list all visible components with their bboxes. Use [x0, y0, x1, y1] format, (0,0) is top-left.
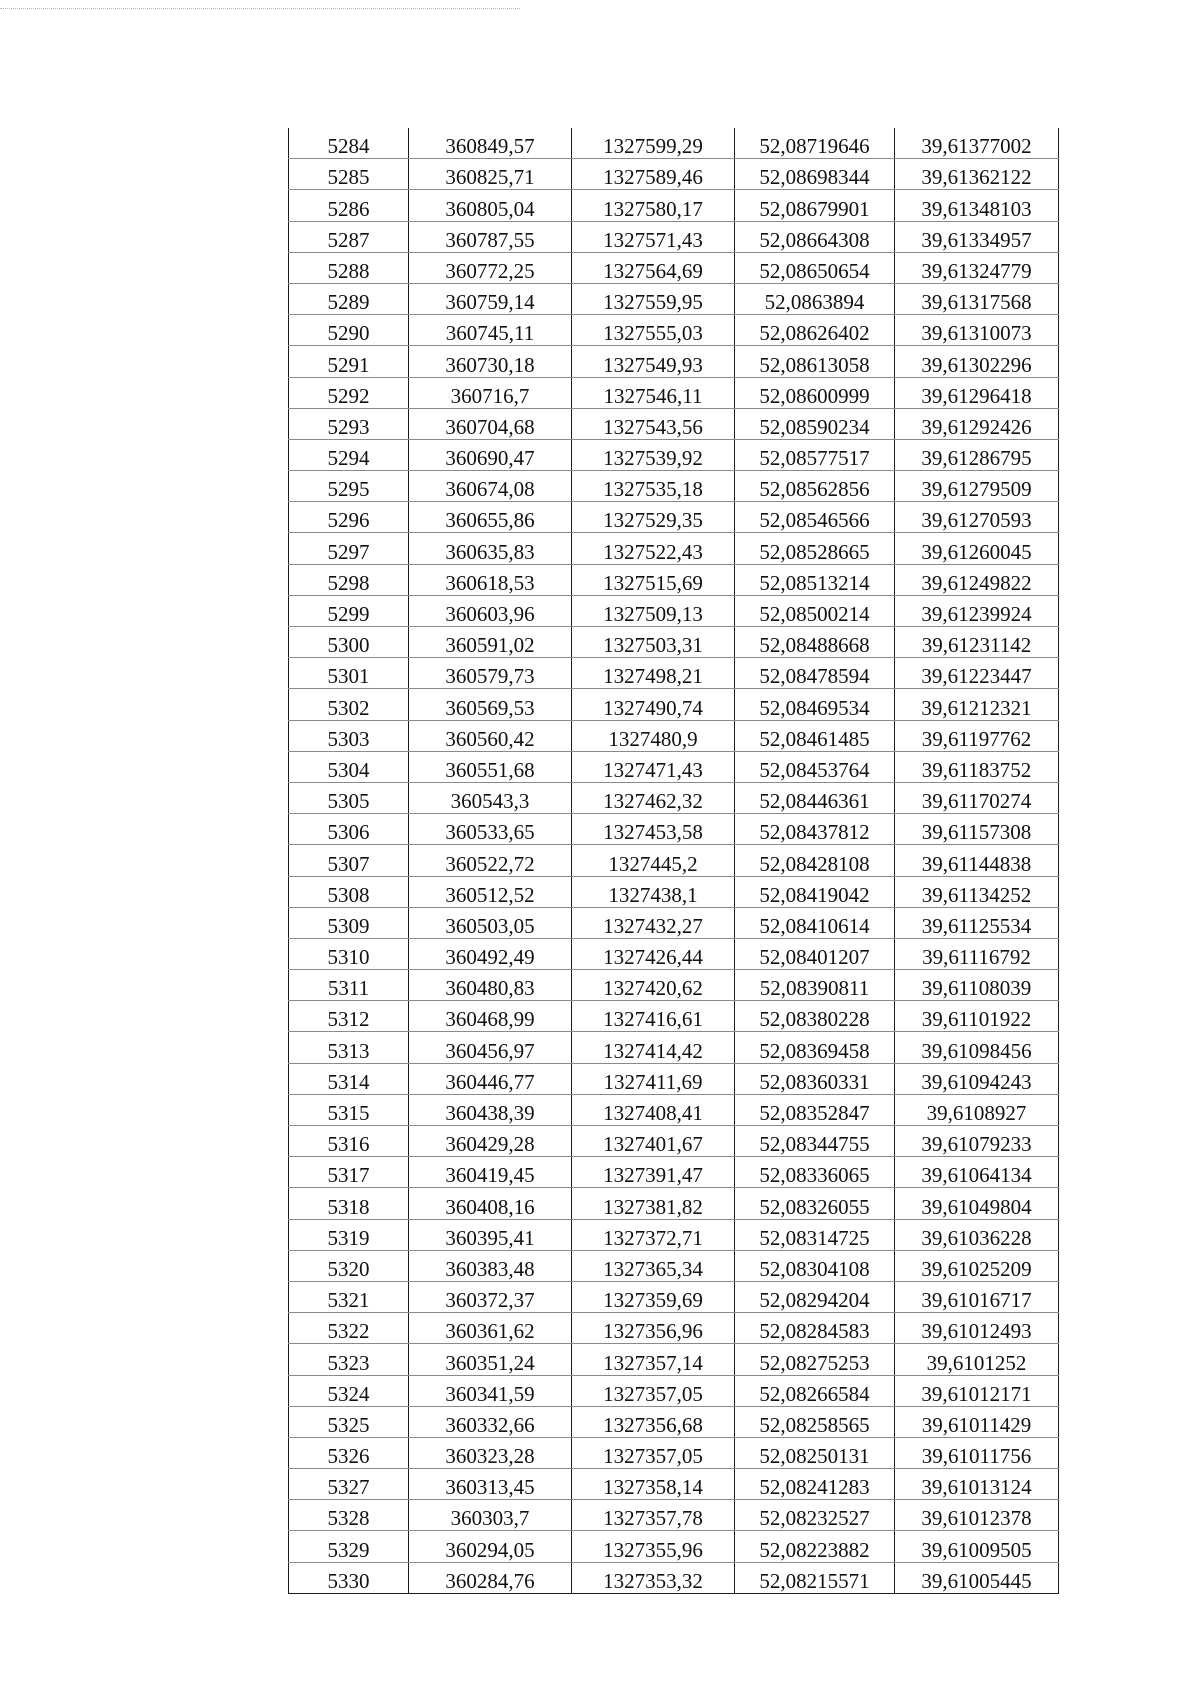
point-number-cell: 5292 [289, 377, 409, 408]
y-coordinate-cell: 1327359,69 [572, 1281, 735, 1312]
table-row [289, 1063, 1059, 1094]
x-coordinate-cell: 360849,57 [409, 128, 572, 159]
x-coordinate-cell: 360332,66 [409, 1406, 572, 1437]
y-coordinate-cell: 1327408,41 [572, 1094, 735, 1125]
longitude-cell: 39,61239924 [895, 595, 1059, 626]
table-row [289, 1313, 1059, 1344]
point-number-cell: 5329 [289, 1531, 409, 1562]
table-row [289, 128, 1059, 159]
table-row [289, 689, 1059, 720]
latitude-cell: 52,08719646 [735, 128, 895, 159]
point-number-cell: 5298 [289, 564, 409, 595]
longitude-cell: 39,61116792 [895, 938, 1059, 969]
longitude-cell: 39,61036228 [895, 1219, 1059, 1250]
latitude-cell: 52,08241283 [735, 1469, 895, 1500]
table-row [289, 627, 1059, 658]
latitude-cell: 52,08600999 [735, 377, 895, 408]
y-coordinate-cell: 1327535,18 [572, 471, 735, 502]
x-coordinate-cell: 360446,77 [409, 1063, 572, 1094]
y-coordinate-cell: 1327580,17 [572, 190, 735, 221]
latitude-cell: 52,08223882 [735, 1531, 895, 1562]
longitude-cell: 39,61049804 [895, 1188, 1059, 1219]
y-coordinate-cell: 1327381,82 [572, 1188, 735, 1219]
scan-artifact-line [0, 8, 520, 9]
x-coordinate-cell: 360690,47 [409, 439, 572, 470]
longitude-cell: 39,61025209 [895, 1250, 1059, 1281]
table-row [289, 1500, 1059, 1531]
y-coordinate-cell: 1327490,74 [572, 689, 735, 720]
point-number-cell: 5308 [289, 876, 409, 907]
latitude-cell: 52,08215571 [735, 1562, 895, 1593]
point-number-cell: 5328 [289, 1500, 409, 1531]
latitude-cell: 52,08453764 [735, 751, 895, 782]
y-coordinate-cell: 1327564,69 [572, 252, 735, 283]
table-row [289, 782, 1059, 813]
y-coordinate-cell: 1327391,47 [572, 1157, 735, 1188]
table-row [289, 1531, 1059, 1562]
x-coordinate-cell: 360512,52 [409, 876, 572, 907]
longitude-cell: 39,61377002 [895, 128, 1059, 159]
point-number-cell: 5284 [289, 128, 409, 159]
x-coordinate-cell: 360313,45 [409, 1469, 572, 1500]
latitude-cell: 52,08352847 [735, 1094, 895, 1125]
latitude-cell: 52,08294204 [735, 1281, 895, 1312]
table-row [289, 1406, 1059, 1437]
x-coordinate-cell: 360429,28 [409, 1126, 572, 1157]
x-coordinate-cell: 360456,97 [409, 1032, 572, 1063]
point-number-cell: 5327 [289, 1469, 409, 1500]
y-coordinate-cell: 1327543,56 [572, 408, 735, 439]
table-row [289, 814, 1059, 845]
point-number-cell: 5326 [289, 1437, 409, 1468]
x-coordinate-cell: 360303,7 [409, 1500, 572, 1531]
longitude-cell: 39,61064134 [895, 1157, 1059, 1188]
latitude-cell: 52,08410614 [735, 907, 895, 938]
latitude-cell: 52,08344755 [735, 1126, 895, 1157]
longitude-cell: 39,6101252 [895, 1344, 1059, 1375]
x-coordinate-cell: 360480,83 [409, 970, 572, 1001]
table-row [289, 377, 1059, 408]
table-row [289, 907, 1059, 938]
point-number-cell: 5306 [289, 814, 409, 845]
x-coordinate-cell: 360787,55 [409, 221, 572, 252]
table-row [289, 1219, 1059, 1250]
x-coordinate-cell: 360351,24 [409, 1344, 572, 1375]
y-coordinate-cell: 1327589,46 [572, 159, 735, 190]
point-number-cell: 5313 [289, 1032, 409, 1063]
x-coordinate-cell: 360492,49 [409, 938, 572, 969]
y-coordinate-cell: 1327453,58 [572, 814, 735, 845]
y-coordinate-cell: 1327432,27 [572, 907, 735, 938]
x-coordinate-cell: 360579,73 [409, 658, 572, 689]
point-number-cell: 5315 [289, 1094, 409, 1125]
latitude-cell: 52,08401207 [735, 938, 895, 969]
longitude-cell: 39,61249822 [895, 564, 1059, 595]
point-number-cell: 5302 [289, 689, 409, 720]
y-coordinate-cell: 1327546,11 [572, 377, 735, 408]
longitude-cell: 39,61212321 [895, 689, 1059, 720]
latitude-cell: 52,08380228 [735, 1001, 895, 1032]
longitude-cell: 39,61170274 [895, 782, 1059, 813]
y-coordinate-cell: 1327515,69 [572, 564, 735, 595]
y-coordinate-cell: 1327471,43 [572, 751, 735, 782]
y-coordinate-cell: 1327356,68 [572, 1406, 735, 1437]
y-coordinate-cell: 1327559,95 [572, 283, 735, 314]
point-number-cell: 5294 [289, 439, 409, 470]
longitude-cell: 39,61223447 [895, 658, 1059, 689]
latitude-cell: 52,08478594 [735, 658, 895, 689]
x-coordinate-cell: 360372,37 [409, 1281, 572, 1312]
table-row [289, 190, 1059, 221]
point-number-cell: 5287 [289, 221, 409, 252]
table-row [289, 439, 1059, 470]
y-coordinate-cell: 1327503,31 [572, 627, 735, 658]
point-number-cell: 5325 [289, 1406, 409, 1437]
x-coordinate-cell: 360395,41 [409, 1219, 572, 1250]
table-row [289, 159, 1059, 190]
point-number-cell: 5324 [289, 1375, 409, 1406]
table-row [289, 1469, 1059, 1500]
latitude-cell: 52,08500214 [735, 595, 895, 626]
y-coordinate-cell: 1327358,14 [572, 1469, 735, 1500]
latitude-cell: 52,08546566 [735, 502, 895, 533]
x-coordinate-cell: 360569,53 [409, 689, 572, 720]
coordinates-table-body [289, 128, 1059, 1593]
latitude-cell: 52,08419042 [735, 876, 895, 907]
x-coordinate-cell: 360618,53 [409, 564, 572, 595]
table-row [289, 1562, 1059, 1593]
point-number-cell: 5320 [289, 1250, 409, 1281]
latitude-cell: 52,08577517 [735, 439, 895, 470]
x-coordinate-cell: 360361,62 [409, 1313, 572, 1344]
point-number-cell: 5310 [289, 938, 409, 969]
point-number-cell: 5318 [289, 1188, 409, 1219]
point-number-cell: 5307 [289, 845, 409, 876]
point-number-cell: 5330 [289, 1562, 409, 1593]
table-row [289, 970, 1059, 1001]
x-coordinate-cell: 360704,68 [409, 408, 572, 439]
latitude-cell: 52,08664308 [735, 221, 895, 252]
point-number-cell: 5301 [289, 658, 409, 689]
point-number-cell: 5300 [289, 627, 409, 658]
table-row [289, 1126, 1059, 1157]
latitude-cell: 52,08461485 [735, 720, 895, 751]
table-row [289, 252, 1059, 283]
table-row [289, 533, 1059, 564]
y-coordinate-cell: 1327357,05 [572, 1375, 735, 1406]
table-row [289, 283, 1059, 314]
longitude-cell: 39,61013124 [895, 1469, 1059, 1500]
latitude-cell: 52,08390811 [735, 970, 895, 1001]
x-coordinate-cell: 360468,99 [409, 1001, 572, 1032]
x-coordinate-cell: 360730,18 [409, 346, 572, 377]
x-coordinate-cell: 360383,48 [409, 1250, 572, 1281]
point-number-cell: 5288 [289, 252, 409, 283]
point-number-cell: 5295 [289, 471, 409, 502]
y-coordinate-cell: 1327462,32 [572, 782, 735, 813]
table-row [289, 751, 1059, 782]
longitude-cell: 39,61310073 [895, 315, 1059, 346]
latitude-cell: 52,08284583 [735, 1313, 895, 1344]
point-number-cell: 5321 [289, 1281, 409, 1312]
y-coordinate-cell: 1327529,35 [572, 502, 735, 533]
latitude-cell: 52,08369458 [735, 1032, 895, 1063]
table-row [289, 1250, 1059, 1281]
latitude-cell: 52,0863894 [735, 283, 895, 314]
point-number-cell: 5290 [289, 315, 409, 346]
longitude-cell: 39,61260045 [895, 533, 1059, 564]
table-row [289, 315, 1059, 346]
longitude-cell: 39,61302296 [895, 346, 1059, 377]
y-coordinate-cell: 1327357,78 [572, 1500, 735, 1531]
latitude-cell: 52,08469534 [735, 689, 895, 720]
table-row [289, 471, 1059, 502]
point-number-cell: 5285 [289, 159, 409, 190]
y-coordinate-cell: 1327571,43 [572, 221, 735, 252]
point-number-cell: 5309 [289, 907, 409, 938]
latitude-cell: 52,08650654 [735, 252, 895, 283]
table-row [289, 720, 1059, 751]
table-row [289, 1157, 1059, 1188]
y-coordinate-cell: 1327522,43 [572, 533, 735, 564]
longitude-cell: 39,61009505 [895, 1531, 1059, 1562]
longitude-cell: 39,61011756 [895, 1437, 1059, 1468]
x-coordinate-cell: 360408,16 [409, 1188, 572, 1219]
point-number-cell: 5304 [289, 751, 409, 782]
longitude-cell: 39,61270593 [895, 502, 1059, 533]
latitude-cell: 52,08314725 [735, 1219, 895, 1250]
point-number-cell: 5299 [289, 595, 409, 626]
latitude-cell: 52,08326055 [735, 1188, 895, 1219]
coordinates-table [288, 128, 1059, 1594]
table-row [289, 1032, 1059, 1063]
table-row [289, 564, 1059, 595]
x-coordinate-cell: 360341,59 [409, 1375, 572, 1406]
latitude-cell: 52,08232527 [735, 1500, 895, 1531]
table-row [289, 1001, 1059, 1032]
x-coordinate-cell: 360294,05 [409, 1531, 572, 1562]
latitude-cell: 52,08446361 [735, 782, 895, 813]
longitude-cell: 39,61317568 [895, 283, 1059, 314]
latitude-cell: 52,08679901 [735, 190, 895, 221]
latitude-cell: 52,08360331 [735, 1063, 895, 1094]
latitude-cell: 52,08428108 [735, 845, 895, 876]
y-coordinate-cell: 1327372,71 [572, 1219, 735, 1250]
latitude-cell: 52,08488668 [735, 627, 895, 658]
table-row [289, 1344, 1059, 1375]
table-row [289, 658, 1059, 689]
x-coordinate-cell: 360503,05 [409, 907, 572, 938]
x-coordinate-cell: 360438,39 [409, 1094, 572, 1125]
y-coordinate-cell: 1327549,93 [572, 346, 735, 377]
longitude-cell: 39,61157308 [895, 814, 1059, 845]
x-coordinate-cell: 360543,3 [409, 782, 572, 813]
longitude-cell: 39,61012378 [895, 1500, 1059, 1531]
longitude-cell: 39,61324779 [895, 252, 1059, 283]
longitude-cell: 39,61334957 [895, 221, 1059, 252]
point-number-cell: 5286 [289, 190, 409, 221]
longitude-cell: 39,61144838 [895, 845, 1059, 876]
x-coordinate-cell: 360323,28 [409, 1437, 572, 1468]
point-number-cell: 5317 [289, 1157, 409, 1188]
y-coordinate-cell: 1327599,29 [572, 128, 735, 159]
point-number-cell: 5289 [289, 283, 409, 314]
longitude-cell: 39,61362122 [895, 159, 1059, 190]
latitude-cell: 52,08562856 [735, 471, 895, 502]
longitude-cell: 39,61098456 [895, 1032, 1059, 1063]
table-row [289, 1437, 1059, 1468]
longitude-cell: 39,61012493 [895, 1313, 1059, 1344]
y-coordinate-cell: 1327438,1 [572, 876, 735, 907]
latitude-cell: 52,08613058 [735, 346, 895, 377]
latitude-cell: 52,08590234 [735, 408, 895, 439]
y-coordinate-cell: 1327357,05 [572, 1437, 735, 1468]
longitude-cell: 39,61094243 [895, 1063, 1059, 1094]
x-coordinate-cell: 360419,45 [409, 1157, 572, 1188]
y-coordinate-cell: 1327416,61 [572, 1001, 735, 1032]
table-row [289, 408, 1059, 439]
point-number-cell: 5316 [289, 1126, 409, 1157]
y-coordinate-cell: 1327356,96 [572, 1313, 735, 1344]
y-coordinate-cell: 1327498,21 [572, 658, 735, 689]
y-coordinate-cell: 1327355,96 [572, 1531, 735, 1562]
point-number-cell: 5293 [289, 408, 409, 439]
latitude-cell: 52,08336065 [735, 1157, 895, 1188]
table-row [289, 1188, 1059, 1219]
table-row [289, 346, 1059, 377]
latitude-cell: 52,08250131 [735, 1437, 895, 1468]
table-row [289, 1094, 1059, 1125]
point-number-cell: 5291 [289, 346, 409, 377]
point-number-cell: 5312 [289, 1001, 409, 1032]
x-coordinate-cell: 360759,14 [409, 283, 572, 314]
longitude-cell: 39,61292426 [895, 408, 1059, 439]
x-coordinate-cell: 360551,68 [409, 751, 572, 782]
table-row [289, 876, 1059, 907]
longitude-cell: 39,61012171 [895, 1375, 1059, 1406]
y-coordinate-cell: 1327509,13 [572, 595, 735, 626]
longitude-cell: 39,61005445 [895, 1562, 1059, 1593]
latitude-cell: 52,08258565 [735, 1406, 895, 1437]
longitude-cell: 39,61108039 [895, 970, 1059, 1001]
x-coordinate-cell: 360674,08 [409, 471, 572, 502]
latitude-cell: 52,08626402 [735, 315, 895, 346]
x-coordinate-cell: 360591,02 [409, 627, 572, 658]
longitude-cell: 39,61016717 [895, 1281, 1059, 1312]
y-coordinate-cell: 1327411,69 [572, 1063, 735, 1094]
point-number-cell: 5303 [289, 720, 409, 751]
point-number-cell: 5305 [289, 782, 409, 813]
x-coordinate-cell: 360635,83 [409, 533, 572, 564]
x-coordinate-cell: 360560,42 [409, 720, 572, 751]
y-coordinate-cell: 1327539,92 [572, 439, 735, 470]
longitude-cell: 39,6108927 [895, 1094, 1059, 1125]
point-number-cell: 5297 [289, 533, 409, 564]
y-coordinate-cell: 1327420,62 [572, 970, 735, 1001]
x-coordinate-cell: 360655,86 [409, 502, 572, 533]
x-coordinate-cell: 360284,76 [409, 1562, 572, 1593]
x-coordinate-cell: 360805,04 [409, 190, 572, 221]
longitude-cell: 39,61279509 [895, 471, 1059, 502]
latitude-cell: 52,08528665 [735, 533, 895, 564]
latitude-cell: 52,08275253 [735, 1344, 895, 1375]
x-coordinate-cell: 360716,7 [409, 377, 572, 408]
y-coordinate-cell: 1327365,34 [572, 1250, 735, 1281]
longitude-cell: 39,61011429 [895, 1406, 1059, 1437]
point-number-cell: 5319 [289, 1219, 409, 1250]
table-row [289, 502, 1059, 533]
y-coordinate-cell: 1327414,42 [572, 1032, 735, 1063]
x-coordinate-cell: 360745,11 [409, 315, 572, 346]
longitude-cell: 39,61348103 [895, 190, 1059, 221]
y-coordinate-cell: 1327555,03 [572, 315, 735, 346]
point-number-cell: 5311 [289, 970, 409, 1001]
latitude-cell: 52,08304108 [735, 1250, 895, 1281]
y-coordinate-cell: 1327353,32 [572, 1562, 735, 1593]
x-coordinate-cell: 360533,65 [409, 814, 572, 845]
x-coordinate-cell: 360772,25 [409, 252, 572, 283]
longitude-cell: 39,61101922 [895, 1001, 1059, 1032]
point-number-cell: 5323 [289, 1344, 409, 1375]
table-row [289, 938, 1059, 969]
longitude-cell: 39,61134252 [895, 876, 1059, 907]
table-row [289, 221, 1059, 252]
longitude-cell: 39,61286795 [895, 439, 1059, 470]
latitude-cell: 52,08437812 [735, 814, 895, 845]
point-number-cell: 5322 [289, 1313, 409, 1344]
longitude-cell: 39,61183752 [895, 751, 1059, 782]
table-row [289, 1375, 1059, 1406]
table-row [289, 595, 1059, 626]
y-coordinate-cell: 1327480,9 [572, 720, 735, 751]
y-coordinate-cell: 1327426,44 [572, 938, 735, 969]
point-number-cell: 5296 [289, 502, 409, 533]
longitude-cell: 39,61296418 [895, 377, 1059, 408]
x-coordinate-cell: 360522,72 [409, 845, 572, 876]
y-coordinate-cell: 1327401,67 [572, 1126, 735, 1157]
latitude-cell: 52,08698344 [735, 159, 895, 190]
table-row [289, 845, 1059, 876]
point-number-cell: 5314 [289, 1063, 409, 1094]
longitude-cell: 39,61079233 [895, 1126, 1059, 1157]
latitude-cell: 52,08266584 [735, 1375, 895, 1406]
x-coordinate-cell: 360825,71 [409, 159, 572, 190]
longitude-cell: 39,61125534 [895, 907, 1059, 938]
latitude-cell: 52,08513214 [735, 564, 895, 595]
longitude-cell: 39,61197762 [895, 720, 1059, 751]
y-coordinate-cell: 1327445,2 [572, 845, 735, 876]
x-coordinate-cell: 360603,96 [409, 595, 572, 626]
table-row [289, 1281, 1059, 1312]
longitude-cell: 39,61231142 [895, 627, 1059, 658]
y-coordinate-cell: 1327357,14 [572, 1344, 735, 1375]
